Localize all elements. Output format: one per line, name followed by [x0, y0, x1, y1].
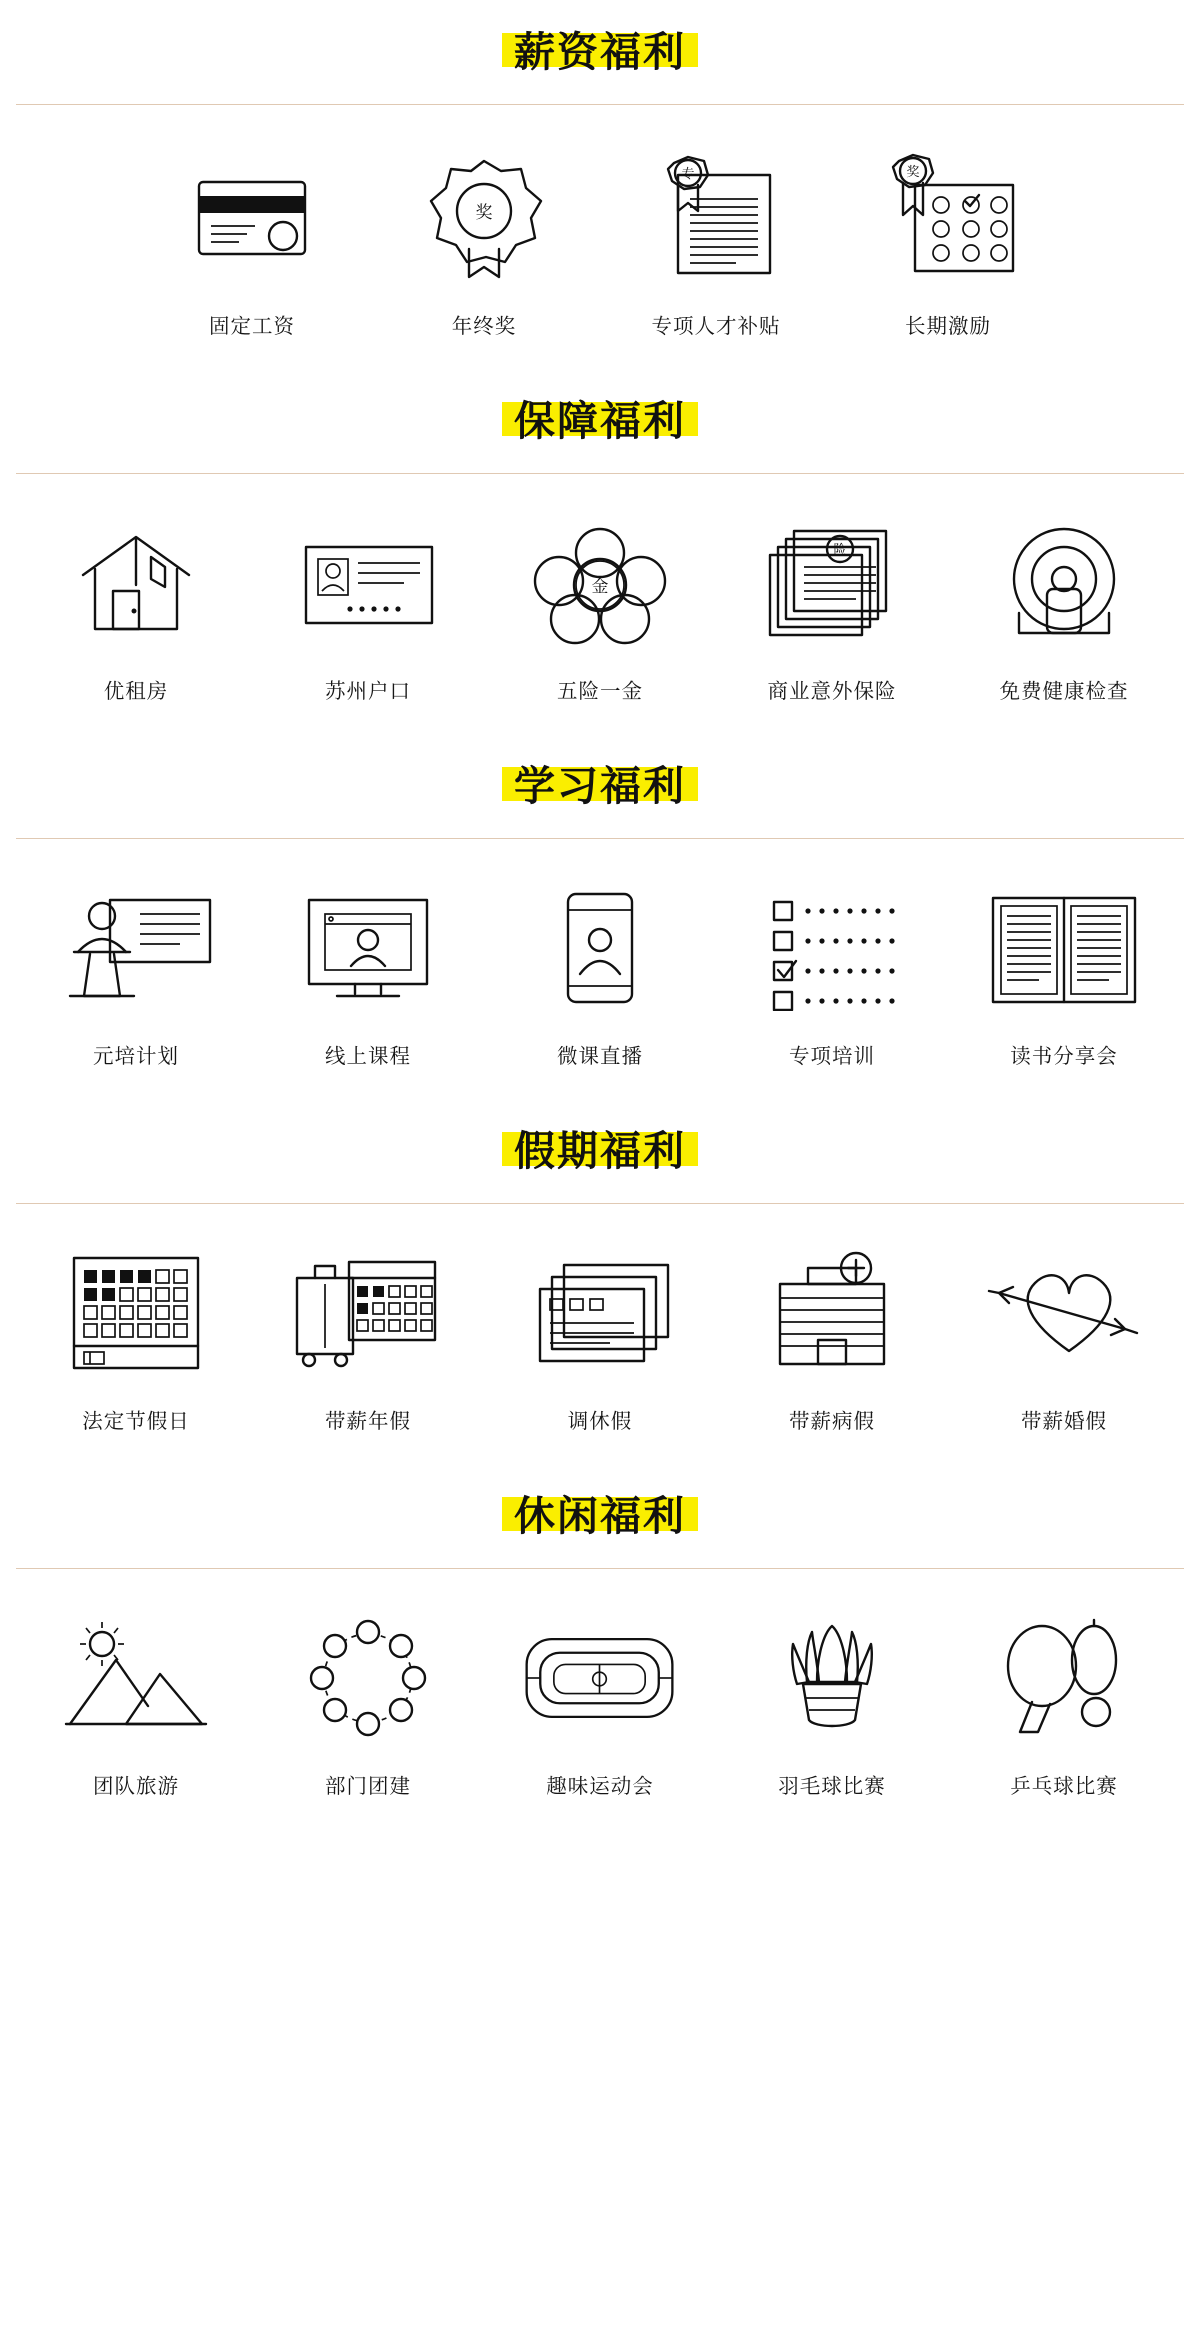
section-title: 假期福利 — [514, 1126, 686, 1175]
section-title: 薪资福利 — [514, 27, 686, 76]
house-icon — [51, 508, 221, 658]
stadium-icon — [515, 1603, 685, 1753]
section-title: 休闲福利 — [514, 1491, 686, 1540]
heart-arrow-icon — [979, 1238, 1149, 1388]
bank-card-icon — [167, 143, 337, 293]
suitcase-calendar-icon — [283, 1238, 453, 1388]
benefit-item — [484, 1603, 716, 1799]
benefit-item-list — [0, 105, 1200, 369]
benefit-item-label: 羽毛球比赛 — [778, 1774, 886, 1798]
benefit-item-label: 专项培训 — [789, 1044, 875, 1068]
benefit-item — [948, 873, 1180, 1069]
team-circle-icon — [283, 1603, 453, 1753]
benefit-item-label: 带薪年假 — [325, 1409, 411, 1433]
benefit-item — [948, 1603, 1180, 1799]
section-learning-benefits — [0, 734, 1200, 1099]
award-rosette-icon — [399, 143, 569, 293]
benefit-item-label: 免费健康检查 — [999, 679, 1129, 703]
benefit-item-label: 专项人才补贴 — [651, 314, 781, 338]
mobile-phone-icon — [515, 873, 685, 1023]
benefit-item-list — [0, 1204, 1200, 1464]
section-security-benefits — [0, 369, 1200, 734]
benefit-item-label: 团队旅游 — [93, 1774, 179, 1798]
id-card-icon — [283, 508, 453, 658]
section-salary-benefits — [0, 0, 1200, 369]
flower-coin-icon — [515, 508, 685, 658]
lecturer-podium-icon — [51, 873, 221, 1023]
section-header — [0, 0, 1200, 104]
benefit-item-label: 法定节假日 — [82, 1409, 190, 1433]
section-header — [0, 1464, 1200, 1568]
badminton-shuttlecock-icon — [747, 1603, 917, 1753]
benefit-item — [484, 508, 716, 704]
section-leisure-benefits — [0, 1464, 1200, 1829]
benefit-item-list — [0, 839, 1200, 1099]
insurance-documents-icon — [747, 508, 917, 658]
svg-text:专: 专 — [681, 167, 695, 182]
benefit-item-label: 带薪病假 — [789, 1409, 875, 1433]
benefit-item — [20, 873, 252, 1069]
hospital-icon — [747, 1238, 917, 1388]
benefit-item — [20, 1238, 252, 1434]
award-checklist-icon — [863, 143, 1033, 293]
benefit-item — [716, 873, 948, 1069]
benefit-item — [252, 1238, 484, 1434]
desktop-monitor-icon — [283, 873, 453, 1023]
benefit-item-label: 商业意外保险 — [767, 679, 897, 703]
benefit-item-list — [0, 474, 1200, 734]
benefit-item — [716, 508, 948, 704]
svg-text:奖: 奖 — [906, 165, 920, 180]
benefit-item — [948, 1238, 1180, 1434]
benefit-item — [20, 508, 252, 704]
benefit-item-label: 部门团建 — [325, 1774, 411, 1798]
benefit-item-label: 元培计划 — [93, 1044, 179, 1068]
benefit-item — [252, 1603, 484, 1799]
benefit-item — [136, 143, 368, 339]
certificate-document-icon — [631, 143, 801, 293]
benefit-item — [252, 508, 484, 704]
stacked-cards-icon — [515, 1238, 685, 1388]
calendar-icon — [51, 1238, 221, 1388]
benefit-item — [368, 143, 600, 339]
table-tennis-icon — [979, 1603, 1149, 1753]
benefit-item — [600, 143, 832, 339]
benefit-item-label: 长期激励 — [905, 314, 991, 338]
benefit-item — [832, 143, 1064, 339]
benefit-item-label: 苏州户口 — [325, 679, 411, 703]
benefit-item — [484, 873, 716, 1069]
svg-text:金: 金 — [591, 576, 609, 597]
benefit-item-label: 固定工资 — [209, 314, 295, 338]
benefit-item-label: 年终奖 — [451, 314, 517, 338]
section-title: 学习福利 — [514, 761, 686, 810]
section-title: 保障福利 — [514, 396, 686, 445]
checklist-icon — [747, 873, 917, 1023]
benefit-item-label: 乒乓球比赛 — [1010, 1774, 1118, 1798]
open-book-icon — [979, 873, 1149, 1023]
svg-text:奖: 奖 — [475, 203, 493, 223]
benefit-item-list — [0, 1569, 1200, 1829]
svg-text:险: 险 — [833, 542, 847, 558]
section-header — [0, 369, 1200, 473]
benefit-item-label: 五险一金 — [557, 679, 643, 703]
benefit-item-label: 优租房 — [103, 679, 169, 703]
benefit-item-label: 调休假 — [567, 1409, 633, 1433]
benefit-item — [716, 1603, 948, 1799]
benefit-item-label: 微课直播 — [557, 1044, 643, 1068]
section-header — [0, 1099, 1200, 1203]
benefit-item — [948, 508, 1180, 704]
benefit-item — [716, 1238, 948, 1434]
mountain-sun-icon — [51, 1603, 221, 1753]
benefit-item-label: 读书分享会 — [1010, 1044, 1118, 1068]
benefit-item — [484, 1238, 716, 1434]
benefit-item-label: 带薪婚假 — [1021, 1409, 1107, 1433]
section-holiday-benefits — [0, 1099, 1200, 1464]
benefit-item — [252, 873, 484, 1069]
benefit-item — [20, 1603, 252, 1799]
mri-scanner-icon — [979, 508, 1149, 658]
benefit-item-label: 趣味运动会 — [546, 1774, 654, 1798]
benefit-item-label: 线上课程 — [325, 1044, 411, 1068]
section-header — [0, 734, 1200, 838]
